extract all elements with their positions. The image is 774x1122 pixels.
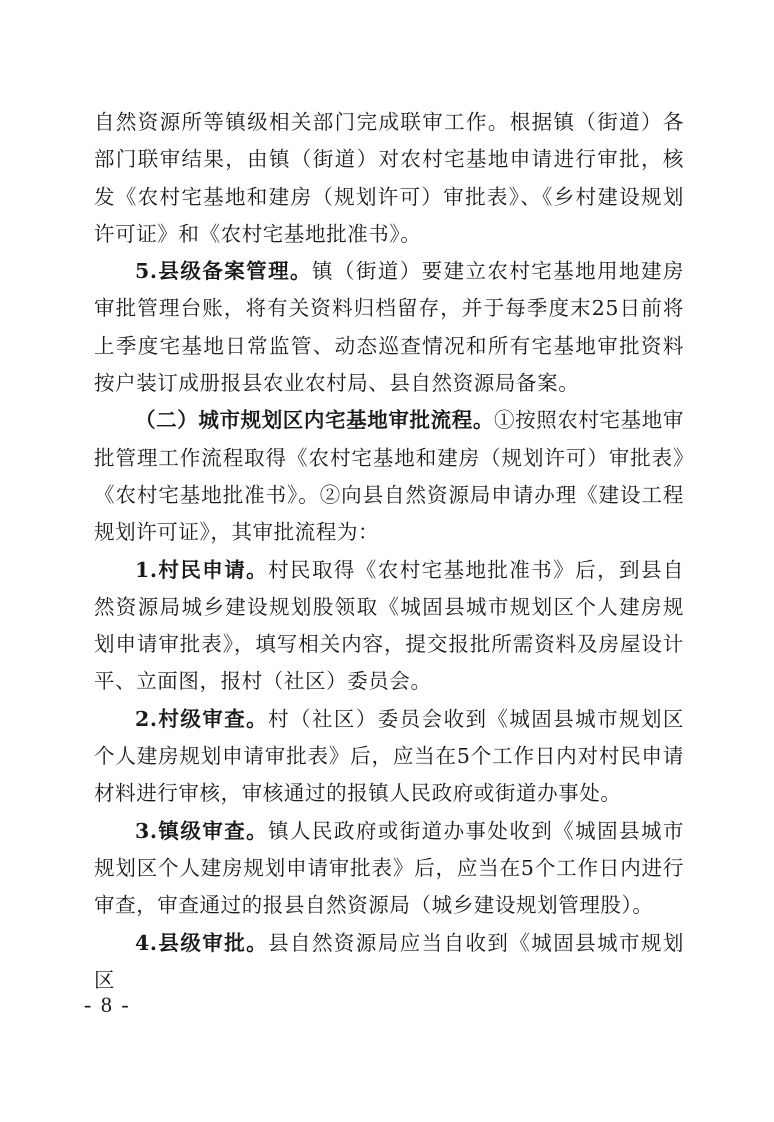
paragraph-continuation [94,104,684,253]
paragraph-lead: 1.村民申请。 [135,557,269,582]
paragraph-village-review [94,701,684,813]
paragraph-urban-approval-process [94,402,684,551]
paragraph-county-filing [94,253,684,402]
paragraph-text: 镇（街道）要建立农村宅基地用地建房审批管理台账，将有关资料归档留存，并于每季度末25日前将上季度宅基地日常监管、动态巡查情况和所有宅基地审批资料按户装订成册报县农业农村局、县自然资源局备案。 [94,259,684,396]
paragraph-text: ①按照农村宅基地审批管理工作流程取得《农村宅基地和建房（规划许可）审批表》《农村宅基地批准书》。②向县自然资源局申请办理《建设工程规划许可证》，其审批流程为： [94,408,684,545]
body-text [94,104,684,999]
paragraph-lead: 5.县级备案管理。 [135,259,312,284]
paragraph-county-approval [94,925,684,1000]
paragraph-text: 县自然资源局应当自收到《城固县城市规划区 [94,930,684,992]
paragraph-text: 村民取得《农村宅基地批准书》后，到县自然资源局城乡建设规划股领取《城固县城市规划区个人建房规划申请审批表》，填写相关内容，提交报批所需资料及房屋设计平、立面图，报村（社区）委员会。 [94,557,684,694]
paragraph-text: 镇人民政府或街道办事处收到《城固县城市规划区个人建房规划申请审批表》后，应当在5个工作日内进行审查，审查通过的报县自然资源局（城乡建设规划管理股）。 [94,818,684,918]
paragraph-lead: （二）城市规划区内宅基地审批流程。 [135,408,494,433]
paragraph-text: 自然资源所等镇级相关部门完成联审工作。根据镇（街道）各部门联审结果，由镇（街道）对农村宅基地申请进行审批，核发《农村宅基地和建房（规划许可）审批表》、《乡村建设规划许可证》和《农村宅基地批准书》。 [94,110,684,246]
paragraph-lead: 3.镇级审查。 [135,818,269,843]
paragraph-villager-application [94,552,684,701]
paragraph-lead: 4.县级审批。 [135,930,269,955]
paragraph-text: 村（社区）委员会收到《城固县城市规划区个人建房规划申请审批表》后，应当在5个工作日内对村民申请材料进行审核，审核通过的报镇人民政府或街道办事处。 [94,706,684,806]
paragraph-lead: 2.村级审查。 [135,706,269,731]
page-number: - 8 - [84,992,131,1017]
paragraph-town-review [94,813,684,925]
